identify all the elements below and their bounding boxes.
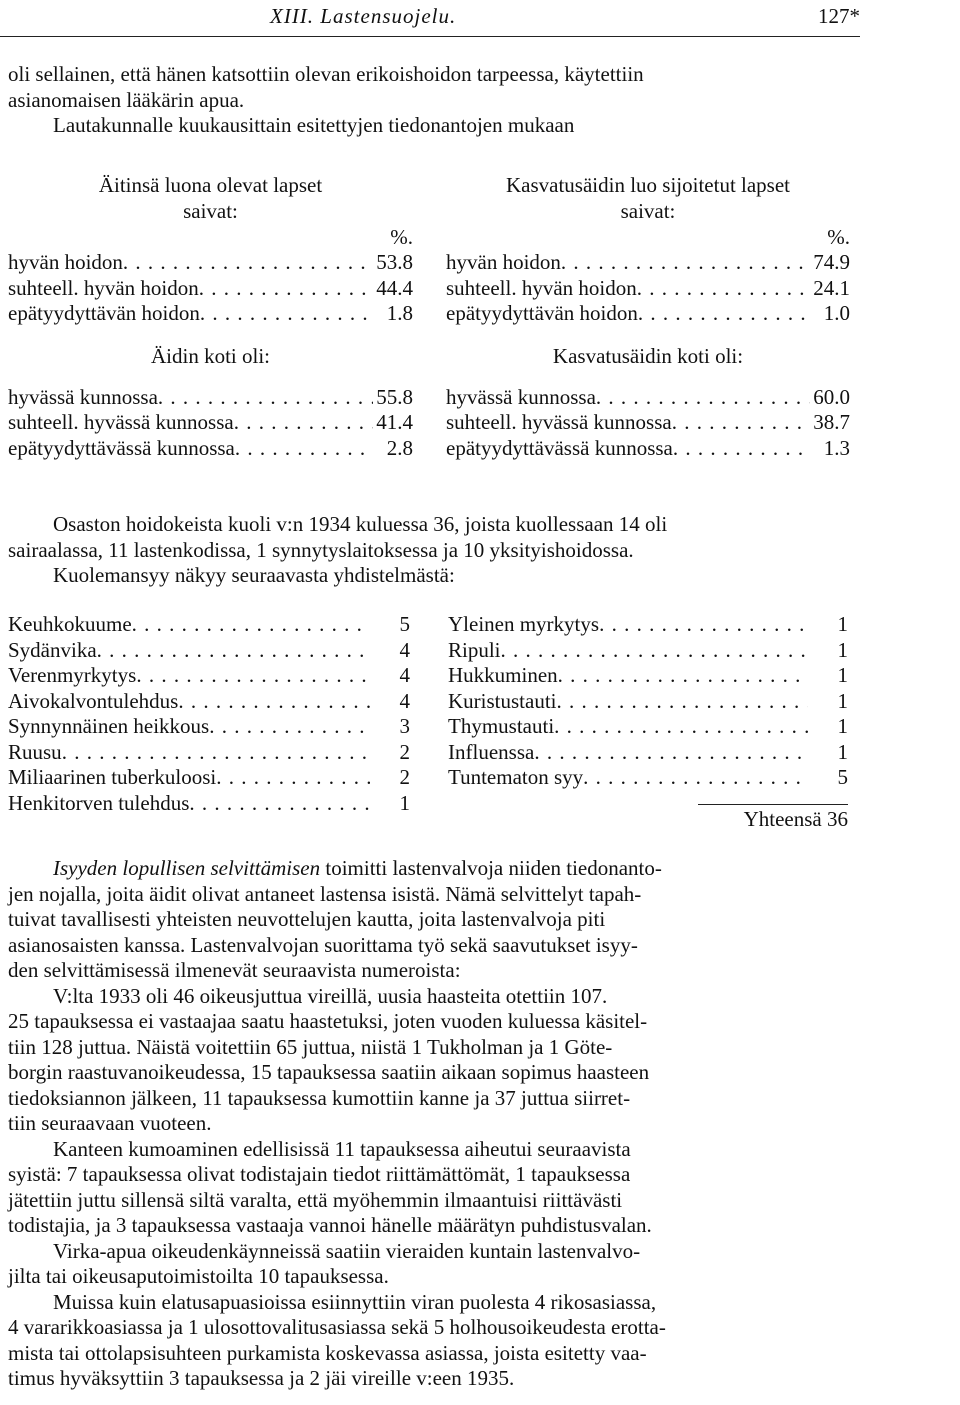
left-heading: Äitinsä luona olevat lapset	[98, 173, 323, 197]
table-row: suhteell. hyvän hoidon . . . 24.1	[446, 276, 850, 302]
paragraph-line: 4 vararikkoasiassa ja 1 ulosottovalitusasiassa sekä 5 holhousoikeudesta erotta-	[8, 1315, 666, 1339]
paragraph-line: jätettiin juttu sillensä siltä varalta, että myöhemmin ilmaantuisi riittävästi	[8, 1187, 623, 1212]
table-row: hyvässä kunnossa . . . 55.8	[8, 385, 413, 411]
table-row: epätyydyttävän hoidon . . . 1.8	[8, 301, 413, 327]
paragraph-line: Kanteen kumoaminen edellisissä 11 tapauksessa aiheutui seuraavista	[53, 1136, 631, 1161]
paragraph-line: Kuolemansyy näkyy seuraavasta yhdistelmästä:	[53, 563, 455, 587]
paragraph-line: Osaston hoidokeista kuoli v:n 1934 kuluessa 36, joista kuollessaan 14 oli	[53, 512, 668, 536]
table-row: suhteell. hyvässä kunnossa . . . 38.7	[446, 410, 850, 436]
page-header	[0, 4, 860, 32]
foster-care-table	[446, 172, 850, 461]
table-row: hyvässä kunnossa . . . 60.0	[446, 385, 850, 411]
paragraph-line: jen nojalla, joita äidit olivat antaneet lastensa isistä. Nämä selvittelyt tapah-	[8, 881, 642, 906]
paragraph-line	[8, 856, 853, 882]
causes-right-list	[448, 612, 848, 791]
paragraph-line: Muissa kuin elatusapuasioissa esiinnyttiin viran puolesta 4 rikosasiassa,	[53, 1289, 657, 1314]
mothers-care-table	[8, 172, 413, 461]
list-item: Influenssa . . . 1	[448, 740, 848, 766]
list-item: Ripuli . . . 1	[448, 638, 848, 664]
paragraph-line: todistajia, ja 3 tapauksessa vastaaja vannoi hänelle määrätyn puhdistusvalan.	[8, 1213, 652, 1237]
paragraph-line: tiin 128 juttua. Näistä voitettiin 65 juttua, niistä 1 Tukholman ja 1 Göte-	[8, 1034, 613, 1059]
paragraph-line: asianosaisten kanssa. Lastenvalvojan suorittama työ sekä saavutukset isyy-	[8, 932, 638, 957]
list-item: Synnynnäinen heikkous . . . 3	[8, 714, 410, 740]
causes-left-list	[8, 612, 410, 816]
list-item: Hukkuminen . . . 1	[448, 663, 848, 689]
paragraph-line: jilta tai oikeusaputoimistoilta 10 tapauksessa.	[8, 1264, 389, 1288]
paragraph-line: den selvittämisessä ilmenevät seuraavista numeroista:	[8, 958, 461, 982]
percent-symbol: %.	[390, 225, 413, 249]
list-item: Keuhkokuume . . . 5	[8, 612, 410, 638]
intro-line: Lautakunnalle kuukausittain esitettyjen tiedonantojen mukaan	[53, 113, 575, 137]
paragraph-line: 25 tapauksessa ei vastaajaa saatu haastetuksi, joten vuoden kuluessa käsitel-	[8, 1009, 648, 1033]
deaths-paragraph	[8, 512, 853, 589]
paragraph-line: timus hyväksyttiin 3 tapauksessa ja 2 jäi vireille v:een 1935.	[8, 1366, 515, 1390]
intro-line: oli sellainen, että hänen katsottiin olevan erikoishoidon tarpeessa, käytettiin	[8, 62, 644, 86]
paragraph-line: Virka-apua oikeudenkäynneissä saatiin vieraiden kuntain lastenvalvo-	[53, 1238, 641, 1263]
list-item: Ruusu . . . 2	[8, 740, 410, 766]
right-heading: Kasvatusäidin luo sijoitetut lapset	[505, 173, 791, 197]
list-item: Sydänvika . . . 4	[8, 638, 410, 664]
total-box	[698, 804, 848, 832]
table-row: epätyydyttävässä kunnossa . . . 2.8	[8, 436, 413, 462]
list-item: Tuntematon syy . . . 5	[448, 765, 848, 791]
list-item: Miliaarinen tuberkuloosi . . . 2	[8, 765, 410, 791]
paragraph-line: mista tai ottolapsisuhteen purkamista koskevassa asiassa, joista esitetty vaa-	[8, 1340, 647, 1365]
paragraph-line: syistä: 7 tapauksessa olivat todistajain tiedot riittämättömät, 1 tapauksessa	[8, 1162, 631, 1186]
left-home-heading: Äidin koti oli:	[150, 343, 270, 368]
table-row: suhteell. hyvässä kunnossa . . . 41.4	[8, 410, 413, 436]
list-item: Henkitorven tulehdus . . . 1	[8, 791, 410, 817]
left-subheading: saivat:	[183, 199, 238, 223]
header-rule	[0, 36, 860, 37]
table-row: epätyydyttävässä kunnossa . . . 1.3	[446, 436, 850, 462]
right-home-heading: Kasvatusäidin koti oli:	[552, 343, 744, 368]
paragraph-line: V:lta 1933 oli 46 oikeusjuttua vireillä, uusia haasteita otettiin 107.	[53, 983, 608, 1008]
paragraph-line: sairaalassa, 11 lastenkodissa, 1 synnytyslaitoksessa ja 10 yksityishoidossa.	[8, 537, 634, 562]
paragraph-line: tiedoksiannon jälkeen, 11 tapauksessa kumottiin kanne ja 37 juttua siirret-	[8, 1085, 631, 1110]
intro-line: asianomaisen lääkärin apua.	[8, 87, 245, 112]
table-row: hyvän hoidon . . . 74.9	[446, 250, 850, 276]
list-item: Aivokalvontulehdus . . . 4	[8, 689, 410, 715]
table-row: epätyydyttävän hoidon . . . 1.0	[446, 301, 850, 327]
intro-paragraph	[8, 62, 853, 139]
list-item: Thymustauti . . . 1	[448, 714, 848, 740]
body-text	[8, 856, 853, 1392]
page-number: 127*	[818, 4, 860, 28]
paragraph-line: borgin raastuvanoikeudessa, 15 tapauksessa saatiin aikaan sopimus haasteen	[8, 1060, 650, 1084]
right-subheading: saivat:	[620, 199, 676, 223]
total-text: Yhteensä 36	[743, 807, 848, 831]
total-rule	[698, 804, 848, 805]
list-item: Verenmyrkytys . . . 4	[8, 663, 410, 689]
text-span: toimitti lastenvalvoja niiden tiedonanto-	[320, 856, 662, 880]
table-row: suhteell. hyvän hoidon . . . 44.4	[8, 276, 413, 302]
list-item: Kuristustauti . . . 1	[448, 689, 848, 715]
running-title: XIII. Lastensuojelu.	[270, 4, 457, 28]
paragraph-line: tiin seuraavaan vuoteen.	[8, 1111, 212, 1135]
italic-heading: Isyyden lopullisen selvittämisen	[53, 856, 321, 880]
paragraph-line: tuivat tavallisesti yhteisten neuvottelujen kautta, joita lastenvalvoja piti	[8, 907, 606, 931]
list-item: Yleinen myrkytys . . . 1	[448, 612, 848, 638]
table-row: hyvän hoidon . . . 53.8	[8, 250, 413, 276]
percent-symbol: %.	[827, 225, 850, 249]
